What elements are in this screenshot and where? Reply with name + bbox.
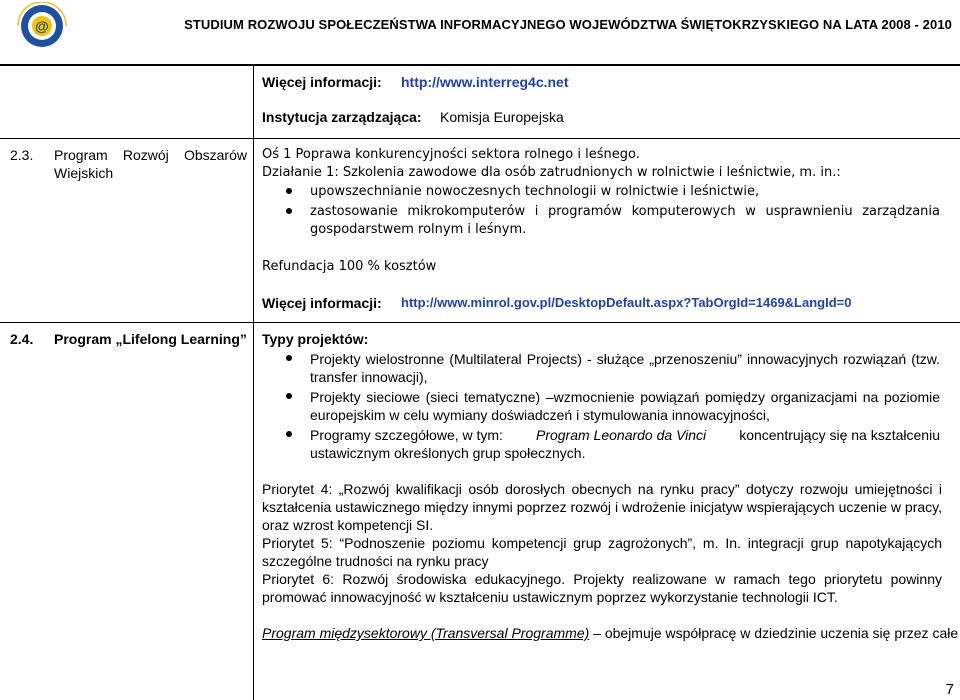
refund-text: Refundacja 100 % kosztów (262, 259, 437, 274)
priority-text: promować innowacyjność w kształceniu ustawicznym poprzez wykorzystanie technologii ICT. (262, 589, 838, 605)
svg-text:@: @ (35, 18, 49, 34)
bullet-icon (286, 208, 292, 214)
page-number: 7 (945, 681, 954, 698)
list-item: upowszechnianie nowoczesnych technologii w rolnictwie i leśnictwie, (310, 184, 760, 199)
types-label: Typy projektów: (262, 331, 369, 347)
bullet-icon (286, 393, 292, 399)
bullet-icon (286, 431, 292, 437)
list-item (310, 426, 940, 444)
logo-icon (14, 2, 70, 50)
bullet-icon (286, 355, 292, 361)
managing-label: Instytucja zarządzająca: (262, 109, 422, 125)
priority-text: oraz wzrost kompetencji SI. (262, 517, 434, 533)
list-item: Projekty sieciowe (sieci tematyczne) –wzmocnienie powiązań pomiędzy organizacjami na poziomie (310, 389, 940, 405)
more-info-link[interactable]: http://www.interreg4c.net (401, 74, 569, 90)
row-divider (0, 322, 960, 323)
program-name: Program Rozwój Obszarów (54, 147, 247, 163)
list-item-text: Programy szczegółowe, w tym: (310, 427, 503, 443)
priority-text: Priorytet 6: Rozwój środowiska edukacyjnego. Projekty realizowane w ramach tego priorytetu powinny (262, 571, 942, 587)
priority-text: szczególne trudności na rynku pracy (262, 553, 489, 569)
priority-text: Priorytet 4: „Rozwój kwalifikacji osób dorosłych obecnych na rynku pracy” dotyczy rozwoju umiejętności i (262, 481, 942, 497)
bullet-icon (286, 188, 292, 194)
list-item: ustawicznym określonych grup społecznych. (310, 445, 586, 461)
transversal-text: – obejmuje współpracę w dziedzinie uczenia się przez całe (589, 625, 959, 641)
list-item-text: koncentrujący się na kształceniu (739, 427, 940, 443)
row-divider (0, 138, 960, 139)
list-item: gospodarstwem rolnym i leśnym. (310, 222, 527, 237)
list-item: europejskim w celu wymiany doświadczeń i stymulowania innowacyjności, (310, 407, 770, 423)
more-info-label: Więcej informacji: (262, 295, 382, 311)
page-header (0, 0, 960, 52)
header-divider (0, 64, 960, 66)
priority-text: kształcenia ustawicznego między innymi poprzez rozwój i wdrożenie inicjatyw wspierających uczenie w pracy, (262, 499, 942, 515)
row-number: 2.4. (10, 331, 34, 347)
program-name-italic: Program Leonardo da Vinci (535, 427, 707, 443)
row-number: 2.3. (10, 147, 34, 163)
priority-text: Priorytet 5: “Podnoszenie poziomu kompetencji grup zagrożonych”, m. In. integracji grup napotykających (262, 535, 942, 551)
action-text: Działanie 1: Szkolenia zawodowe dla osób zatrudnionych w rolnictwie i leśnictwie, m. in.: (262, 165, 841, 180)
transversal-paragraph (262, 624, 959, 642)
program-name: Program „Lifelong Learning” (54, 331, 247, 347)
more-info-label: Więcej informacji: (262, 74, 382, 90)
list-item: transfer innowacji), (310, 369, 428, 385)
transversal-link[interactable]: Program międzysektorowy (Transversal Programme) (262, 625, 590, 641)
axis-text: Oś 1 Poprawa konkurencyjności sektora rolnego i leśnego. (262, 147, 640, 162)
program-name: Wiejskich (54, 165, 114, 181)
list-item: zastosowanie mikrokomputerów i programów komputerowych w usprawnieniu zarządzania (310, 204, 940, 219)
list-item: Projekty wielostronne (Multilateral Projects) - służące „przenoszeniu” innowacyjnych rozwiązań (tzw. (310, 351, 940, 367)
more-info-link[interactable]: http://www.minrol.gov.pl/DesktopDefault.aspx?TabOrgId=1469&LangId=0 (401, 295, 852, 310)
column-divider (253, 66, 254, 700)
page-title: STUDIUM ROZWOJU SPOŁECZEŃSTWA INFORMACYJNEGO WOJEWÓDZTWA ŚWIĘTOKRZYSKIEGO NA LATA 2008 - 2010 (184, 17, 952, 32)
managing-value: Komisja Europejska (440, 109, 564, 125)
